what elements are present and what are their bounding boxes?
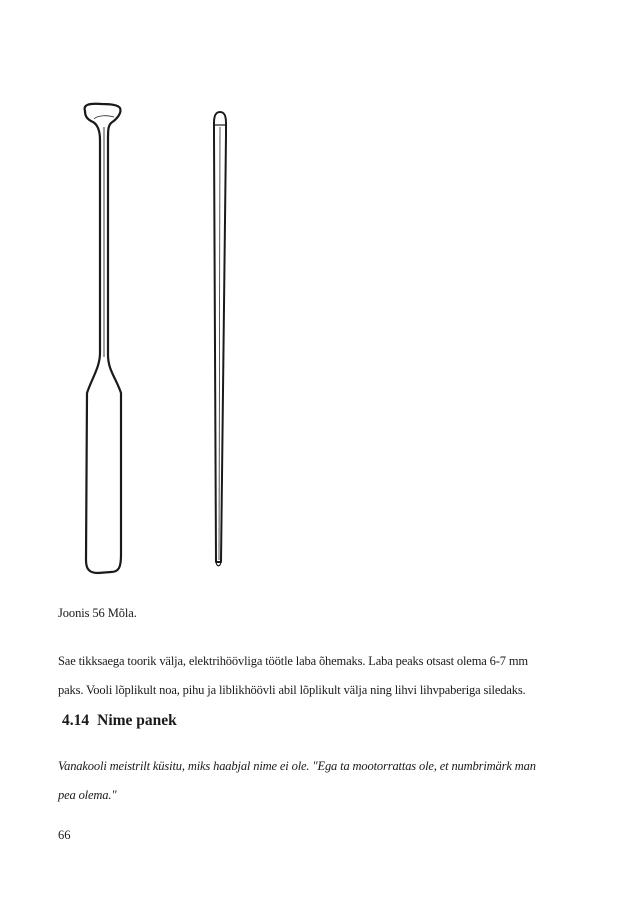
quote-line: Vanakooli meistrilt küsitu, miks haabjal nime ei ole. "Ega ta mootorrattas ole, et numbrimärk man bbox=[58, 759, 536, 773]
paddle-illustration bbox=[70, 95, 260, 585]
body-paragraph bbox=[58, 647, 580, 705]
quote-paragraph bbox=[58, 752, 582, 810]
section-title: Nime panek bbox=[97, 712, 177, 729]
section-number: 4.14 bbox=[62, 712, 90, 729]
paddle-side-center-line bbox=[219, 127, 220, 560]
paddle-grip-arc bbox=[94, 116, 114, 119]
page-number: 66 bbox=[58, 828, 71, 842]
paragraph-line: Sae tikksaega toorik välja, elektrihöövliga töötle laba õhemaks. Laba peaks otsast olema 6-7 mm bbox=[58, 654, 528, 668]
figure-caption: Joonis 56 Mõla. bbox=[58, 606, 137, 620]
paddle-front-view bbox=[85, 104, 121, 573]
quote-line: pea olema." bbox=[58, 788, 117, 802]
paragraph-line: paks. Vooli lõplikult noa, pihu ja liblikhöövli abil lõplikult välja ning lihvi lihvpaberiga siledaks. bbox=[58, 683, 526, 697]
section-heading bbox=[62, 712, 177, 730]
paddle-drawing bbox=[70, 95, 260, 585]
